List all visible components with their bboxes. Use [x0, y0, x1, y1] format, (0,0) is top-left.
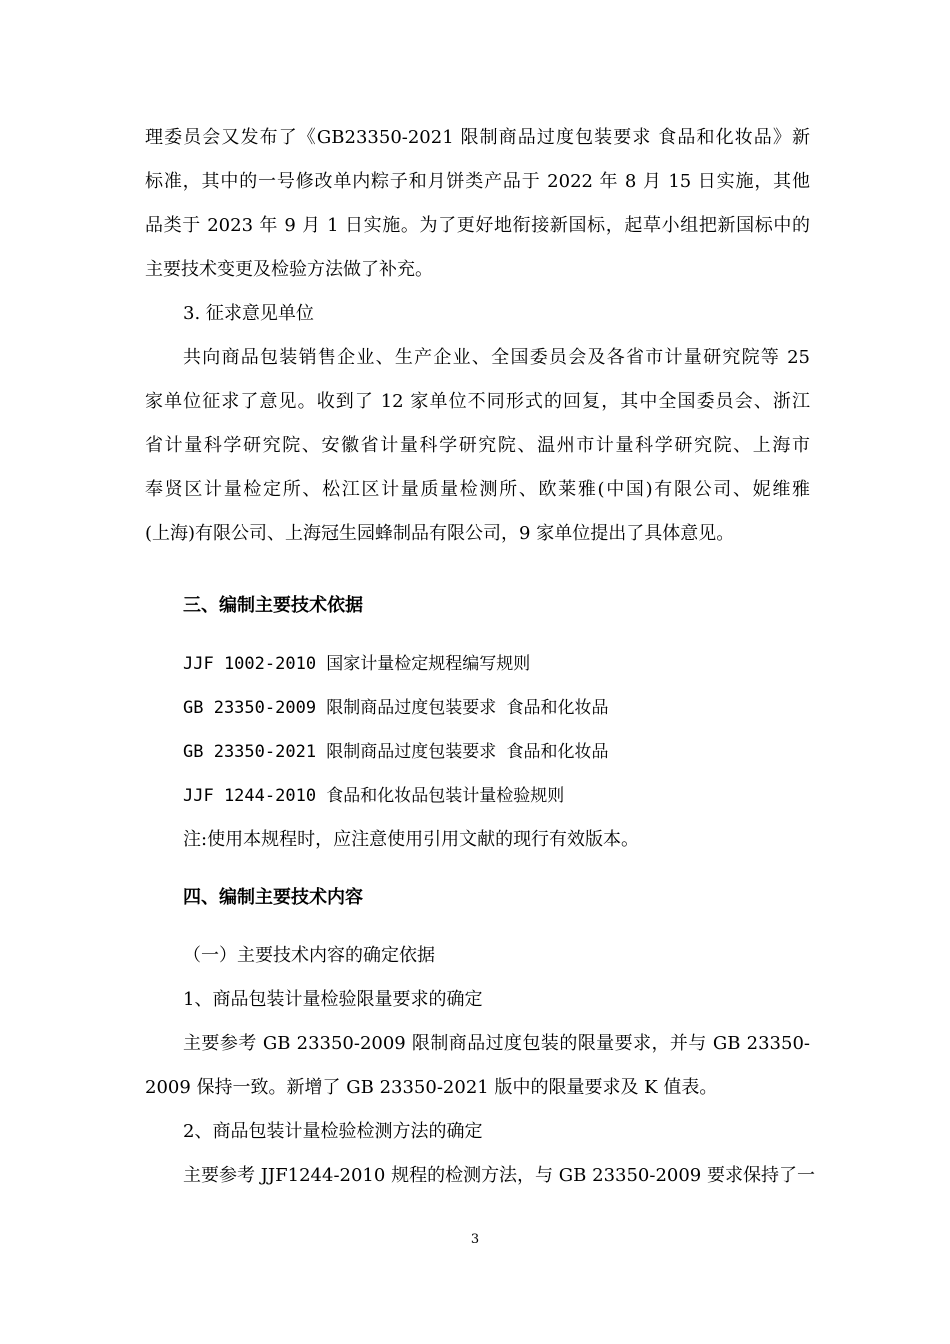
paragraph-line: 品类于 2023 年 9 月 1 日实施。为了更好地衔接新国标，起草小组把新国标中的: [145, 215, 810, 236]
section-heading: 四、编制主要技术内容: [183, 887, 363, 908]
paragraph-line: (上海)有限公司、上海冠生园蜂制品有限公司，9 家单位提出了具体意见。: [145, 523, 735, 544]
note: 注:使用本规程时，应注意使用引用文献的现行有效版本。: [183, 829, 640, 850]
paragraph-line: 共向商品包装销售企业、生产企业、全国委员会及各省市计量研究院等 25: [183, 347, 810, 368]
reference-item: JJF 1002-2010 国家计量检定规程编写规则: [183, 654, 531, 674]
page-number: 3: [470, 1232, 480, 1247]
paragraph-line: 奉贤区计量检定所、松江区计量质量检测所、欧莱雅(中国)有限公司、妮维雅: [145, 479, 810, 500]
paragraph-line: 主要参考 JJF1244-2010 规程的检测方法，与 GB 23350-2009 要求保持了一: [183, 1165, 815, 1186]
item-title: 2、商品包装计量检验检测方法的确定: [183, 1121, 483, 1142]
reference-item: JJF 1244-2010 食品和化妆品包装计量检验规则: [183, 786, 565, 806]
item-title: 1、商品包装计量检验限量要求的确定: [183, 989, 483, 1010]
paragraph-line: 主要技术变更及检验方法做了补充。: [145, 259, 433, 280]
paragraph-line: 家单位征求了意见。收到了 12 家单位不同形式的回复，其中全国委员会、浙江: [145, 391, 810, 412]
paragraph-line: 省计量科学研究院、安徽省计量科学研究院、温州市计量科学研究院、上海市: [145, 435, 810, 456]
reference-item: GB 23350-2021 限制商品过度包装要求 食品和化妆品: [183, 742, 609, 762]
subsection-title: （一）主要技术内容的确定依据: [183, 945, 435, 966]
paragraph-line: 2009 保持一致。新增了 GB 23350-2021 版中的限量要求及 K 值表。: [145, 1077, 718, 1098]
paragraph-line: 理委员会又发布了《GB23350-2021 限制商品过度包装要求 食品和化妆品》新: [145, 127, 810, 148]
section-title: 3. 征求意见单位: [183, 303, 314, 324]
reference-item: GB 23350-2009 限制商品过度包装要求 食品和化妆品: [183, 698, 609, 718]
paragraph-line: 主要参考 GB 23350-2009 限制商品过度包装的限量要求，并与 GB 23350-: [183, 1033, 810, 1054]
paragraph-line: 标准，其中的一号修改单内粽子和月饼类产品于 2022 年 8 月 15 日实施，其他: [145, 171, 810, 192]
section-heading: 三、编制主要技术依据: [183, 595, 363, 616]
